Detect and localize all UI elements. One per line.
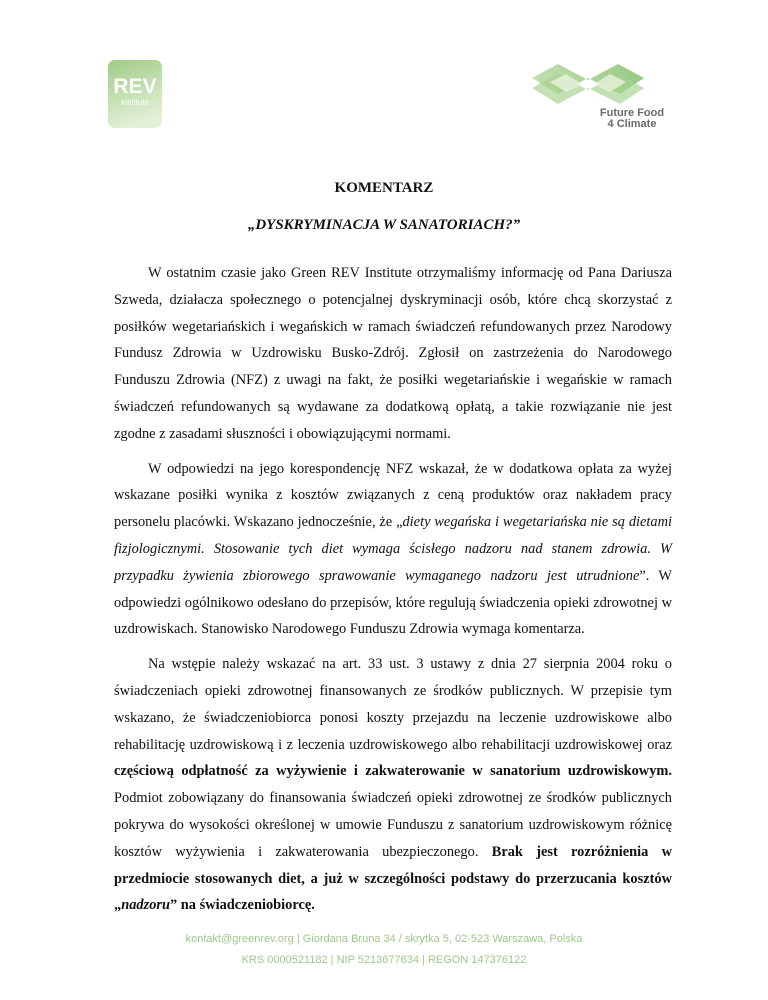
paragraph-1: W ostatnim czasie jako Green REV Institute otrzymaliśmy informację od Pana Dariusza Szweda, działacza społecznego o potencjalnej dyskryminacji osób, które chcą skorzystać z posiłków wegetariańskich i wegańskich w ramach świadczeń refundowanych przez Narodowy Fundusz Zdrowia w Uzdrowisku Busko-Zdrój. Zgłosił on zastrzeżenia do Narodowego Funduszu Zdrowia (NFZ) z uwagi na fakt, że posiłki wegetariańskie i wegańskie w ramach świadczeń refundowanych są wydawane za dodatkową opłatą, a takie rozwiązanie nie jest zgodne z zasadami słuszności i obowiązującymi normami.	[114, 265, 672, 442]
p2-text-c: ”. W odpowiedzi ogólnikowo odesłano do przepisów, które regulują świadczenia opieki zdrowotnej w uzdrowiskach. Stanowisko Narodowego Funduszu Zdrowia wymaga komentarza.	[114, 567, 673, 638]
paragraph-2	[114, 456, 672, 644]
p3-bold-italic: nadzoru	[121, 897, 170, 914]
ff-logo-line2: 4 Climate	[607, 118, 657, 130]
p3-text-c: Podmiot zobowiązany do finansowania świadczeń opieki zdrowotnej ze środków publicznych pokrywa do wysokości określonej w umowie Funduszu z sanatorium uzdrowiskowym różnicę kosztów wyżywienia i zakwaterowania ubezpieczonego.	[114, 790, 672, 860]
p3-text-a: Na wstępie należy wskazać na art. 33 ust. 3 ustawy z dnia 27 sierpnia 2004 roku o świadczeniach opieki zdrowotnej finansowanych ze środków publicznych. W przepisie tym wskazano, że świadczeniobiorca ponosi koszty przejazdu na leczenie uzdrowiskowe albo rehabilitację uzdrowiskową i z leczenia uzdrowiskowego albo rehabilitacji uzdrowiskowej oraz	[114, 656, 672, 753]
p3-bold-2: Brak jest rozróżnienia w przedmiocie stosowanych diet, a już w szczególności podstawy do przerzucania kosztów „	[114, 843, 672, 914]
rev-institute-logo	[108, 60, 162, 128]
document-title: KOMENTARZ	[334, 180, 434, 196]
p2-text-a: W odpowiedzi na jego korespondencję NFZ wskazał, że w dodatkowa opłata za wyżej wskazane posiłki wynika z kosztów związanych z ceną produktów oraz nakładem pracy personelu placówki. Wskazano jednocześnie, że „	[114, 460, 672, 531]
paragraph-3	[114, 651, 672, 919]
p2-quote: diety wegańska i wegetariańska nie są dietami fizjologicznymi. Stosowanie tych diet wymaga ścisłego nadzoru nad stanem zdrowia. W przypadku żywienia zbiorowego sprawowanie wymaganego nadzoru jest utrudnione	[114, 514, 673, 584]
rev-logo-text: REV	[113, 75, 157, 98]
future-food-logo	[526, 60, 665, 132]
document-body	[114, 260, 672, 919]
p3-bold-3: ” na świadczeniobiorcę.	[170, 897, 315, 914]
footer-registry: KRS 0000521182 | NIP 5213677634 | REGON 147376122	[241, 954, 527, 966]
ff-logo-line1: Future Food	[599, 107, 665, 119]
rev-logo-subtext: institute	[121, 98, 149, 107]
p3-bold-1: częściową odpłatność za wyżywienie i zakwaterowanie w sanatorium uzdrowiskowym.	[114, 763, 672, 780]
document-subtitle: „DYSKRYMINACJA W SANATORIACH?”	[247, 217, 521, 233]
footer-contact: kontakt@greenrev.org | Giordana Bruna 34 / skrytka 5, 02-523 Warszawa, Polska	[185, 933, 583, 945]
